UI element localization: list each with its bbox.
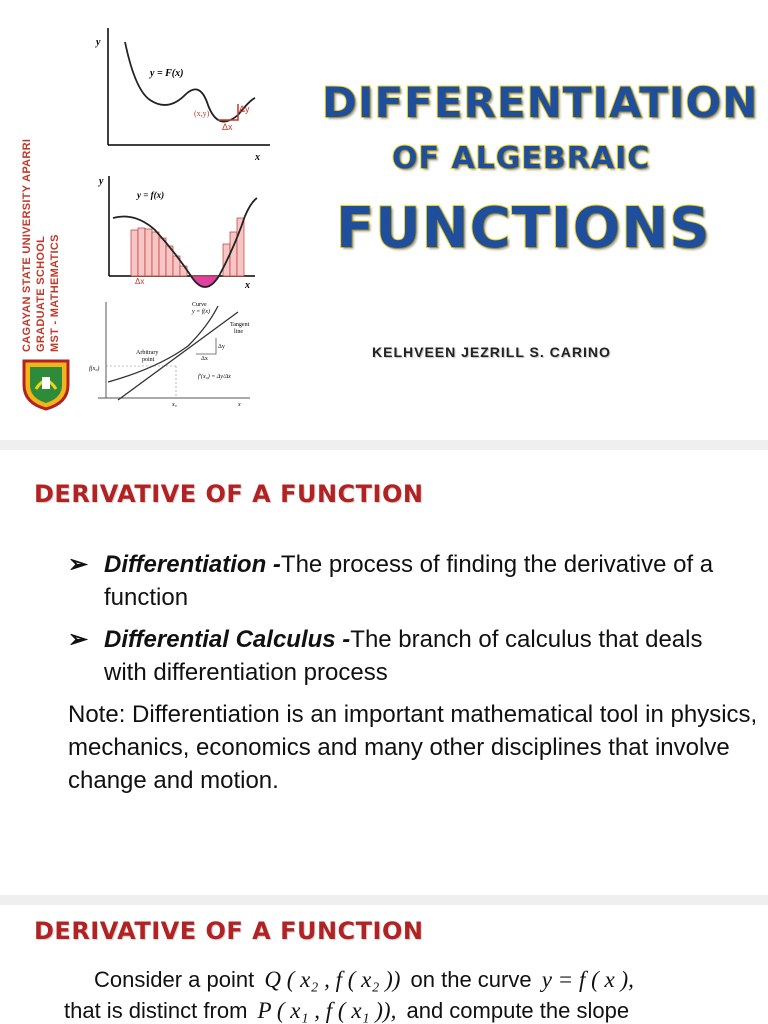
svg-text:Δx: Δx	[135, 277, 145, 286]
graph-tangent-line	[88, 296, 258, 408]
bullet-arrow-icon: ➢	[68, 551, 89, 578]
graph-secant-curve	[90, 20, 280, 168]
bullet-text: The branch of calculus that deals with differentiation process	[104, 626, 703, 686]
svg-text:Δy: Δy	[239, 104, 250, 114]
svg-text:y = F(x): y = F(x)	[150, 68, 184, 79]
derivative-slide	[0, 905, 768, 1024]
slide-heading: DERIVATIVE OF A FUNCTION	[34, 917, 424, 945]
svg-text:x: x	[238, 402, 241, 408]
svg-text:x₀: x₀	[172, 402, 177, 408]
slide-heading: DERIVATIVE OF A FUNCTION	[34, 480, 424, 508]
university-line-3: MST - MATHEMATICS	[49, 234, 61, 352]
definition-slide	[0, 450, 768, 895]
svg-text:f(x₀): f(x₀)	[89, 366, 100, 372]
bullet-differentiation	[68, 548, 748, 614]
svg-text:y = f(x): y = f(x)	[192, 309, 211, 315]
bullet-term: Differential Calculus -	[104, 626, 351, 653]
svg-text:line: line	[234, 329, 243, 335]
university-seal-icon	[18, 355, 74, 411]
university-line-2: GRADUATE SCHOOL	[35, 235, 47, 352]
text-line-1	[94, 967, 638, 993]
svg-text:x: x	[245, 280, 250, 291]
svg-text:f′(x₀) = Δy/Δx: f′(x₀) = Δy/Δx	[198, 374, 231, 380]
bullet-arrow-icon: ➢	[68, 626, 89, 653]
bullet-differential-calculus	[68, 623, 748, 689]
title-slide	[0, 0, 768, 440]
slide-separator	[0, 895, 768, 905]
svg-text:(x,y): (x,y)	[194, 109, 210, 118]
text-segment: on the curve	[410, 967, 532, 992]
university-line-1: CAGAYAN STATE UNIVERSITY APARRI	[21, 138, 33, 352]
math-curve: y = f ( x ),	[541, 967, 634, 992]
title-line-3: FUNCTIONS	[336, 196, 711, 261]
svg-text:Δx: Δx	[222, 122, 233, 132]
svg-text:Curve: Curve	[192, 302, 207, 308]
note-paragraph: Note: Differentiation is an important mathematical tool in physics, mechanics, economics and many other disciplines that involve change and motion.	[68, 701, 758, 794]
text-segment: that is distinct from	[64, 998, 248, 1023]
svg-text:Tangent: Tangent	[230, 322, 250, 328]
svg-text:y: y	[99, 176, 104, 187]
text-line-2	[64, 998, 629, 1024]
author-name: KELHVEEN JEZRILL S. CARINO	[372, 344, 611, 360]
title-line-2: OF ALGEBRAIC	[392, 141, 651, 176]
bullet-text: The process of finding the derivative of a function	[104, 551, 714, 611]
university-text	[20, 112, 62, 352]
title-line-1: DIFFERENTIATION	[322, 78, 759, 127]
bullet-term: Differentiation -	[104, 551, 281, 578]
slide-separator	[0, 440, 768, 450]
svg-text:Δy: Δy	[218, 344, 225, 350]
svg-text:Δx: Δx	[201, 356, 208, 362]
svg-text:point: point	[142, 357, 155, 363]
math-point-p: P ( x₁ , f ( x₁ )),	[257, 998, 397, 1023]
text-segment: and compute the slope	[406, 998, 630, 1023]
svg-text:x: x	[255, 152, 260, 163]
svg-text:Arbitrary: Arbitrary	[136, 350, 159, 356]
svg-text:y: y	[96, 37, 101, 48]
math-point-q: Q ( x₂ , f ( x₂ ))	[264, 967, 401, 992]
text-segment: Consider a point	[94, 967, 255, 992]
bullet-body	[68, 623, 748, 689]
graph-riemann-area	[95, 172, 275, 292]
svg-text:y = f(x): y = f(x)	[137, 190, 165, 200]
bullet-body	[68, 548, 748, 614]
